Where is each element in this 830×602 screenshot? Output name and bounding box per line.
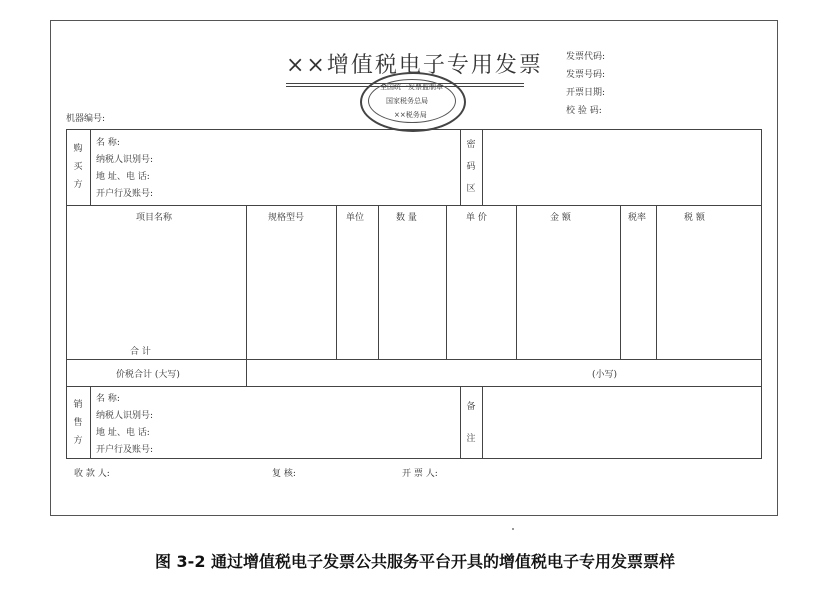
- invoice-table: [66, 129, 762, 459]
- seller-bank-label: 开户行及账号:: [96, 445, 154, 455]
- buyer-name-label: 名 称:: [96, 138, 120, 148]
- seller-taxid-label: 纳税人识别号:: [96, 411, 154, 421]
- password-area-label-1: 密: [466, 140, 476, 150]
- figure-caption: 图 3-2 通过增值税电子发票公共服务平台开具的增值税电子专用发票票样: [154, 552, 676, 571]
- col-divider-price: [446, 205, 447, 359]
- col-header-tax: 税 额: [684, 213, 705, 223]
- col-header-amount: 金 额: [550, 213, 571, 223]
- col-divider-spec: [246, 205, 247, 359]
- reviewer-label: 复 核:: [272, 469, 296, 479]
- col-divider-amount: [516, 205, 517, 359]
- total-in-words-label: 价税合计 (大写): [116, 370, 180, 380]
- drawer-label: 开 票 人:: [402, 469, 438, 479]
- col-divider-qty: [378, 205, 379, 359]
- col-header-unit: 单位: [346, 213, 365, 223]
- col-header-price: 单 价: [466, 213, 487, 223]
- col-header-item: 项目名称: [136, 213, 173, 223]
- col-divider-rate: [620, 205, 621, 359]
- buyer-side-label-1: 购: [73, 144, 83, 154]
- seller-side-label-1: 销: [73, 400, 83, 410]
- col-divider-unit: [336, 205, 337, 359]
- remark-left-divider: [460, 386, 461, 459]
- buyer-bank-label: 开户行及账号:: [96, 189, 154, 199]
- seller-name-label: 名 称:: [96, 394, 120, 404]
- seller-side-label-3: 方: [73, 436, 83, 446]
- remark-right-divider: [482, 386, 483, 459]
- seller-address-label: 地 址、电 话:: [96, 428, 150, 438]
- col-header-spec: 规格型号: [268, 213, 305, 223]
- invoice-number-label: 发票号码:: [566, 70, 606, 80]
- total-row-bottom-line: [66, 386, 762, 387]
- password-area-right-divider: [482, 129, 483, 205]
- buyer-bottom-line: [66, 205, 762, 206]
- supervision-seal: [360, 72, 466, 132]
- col-header-qty: 数 量: [396, 213, 417, 223]
- remark-label-1: 备: [466, 402, 476, 412]
- total-in-figures-label: (小写): [592, 370, 618, 380]
- total-label: 合 计: [130, 347, 151, 357]
- seal-text-top: 全国统一发票监制章: [380, 83, 443, 91]
- machine-number-label: 机器编号:: [66, 114, 106, 124]
- seller-side-divider: [90, 386, 91, 459]
- remark-label-2: 注: [466, 434, 476, 444]
- total-row-divider: [246, 359, 247, 386]
- buyer-side-divider: [90, 129, 91, 205]
- invoice-title: ××增值税电子专用发票: [286, 53, 543, 78]
- buyer-side-label-3: 方: [73, 180, 83, 190]
- buyer-side-label-2: 买: [73, 162, 83, 172]
- stray-dot: [512, 528, 514, 530]
- seller-side-label-2: 售: [73, 418, 83, 428]
- password-area-label-3: 区: [466, 184, 476, 194]
- password-area-left-divider: [460, 129, 461, 205]
- col-header-rate: 税率: [628, 213, 647, 223]
- password-area-label-2: 码: [466, 162, 476, 172]
- check-code-label: 校 验 码:: [566, 106, 602, 116]
- seal-text-bottom: ××税务局: [394, 111, 427, 119]
- buyer-taxid-label: 纳税人识别号:: [96, 155, 154, 165]
- col-divider-tax: [656, 205, 657, 359]
- buyer-address-label: 地 址、电 话:: [96, 172, 150, 182]
- seal-text-middle: 国家税务总局: [386, 97, 428, 105]
- total-row-top-line: [66, 359, 762, 360]
- invoice-code-label: 发票代码:: [566, 52, 606, 62]
- invoice-date-label: 开票日期:: [566, 88, 606, 98]
- payee-label: 收 款 人:: [74, 469, 110, 479]
